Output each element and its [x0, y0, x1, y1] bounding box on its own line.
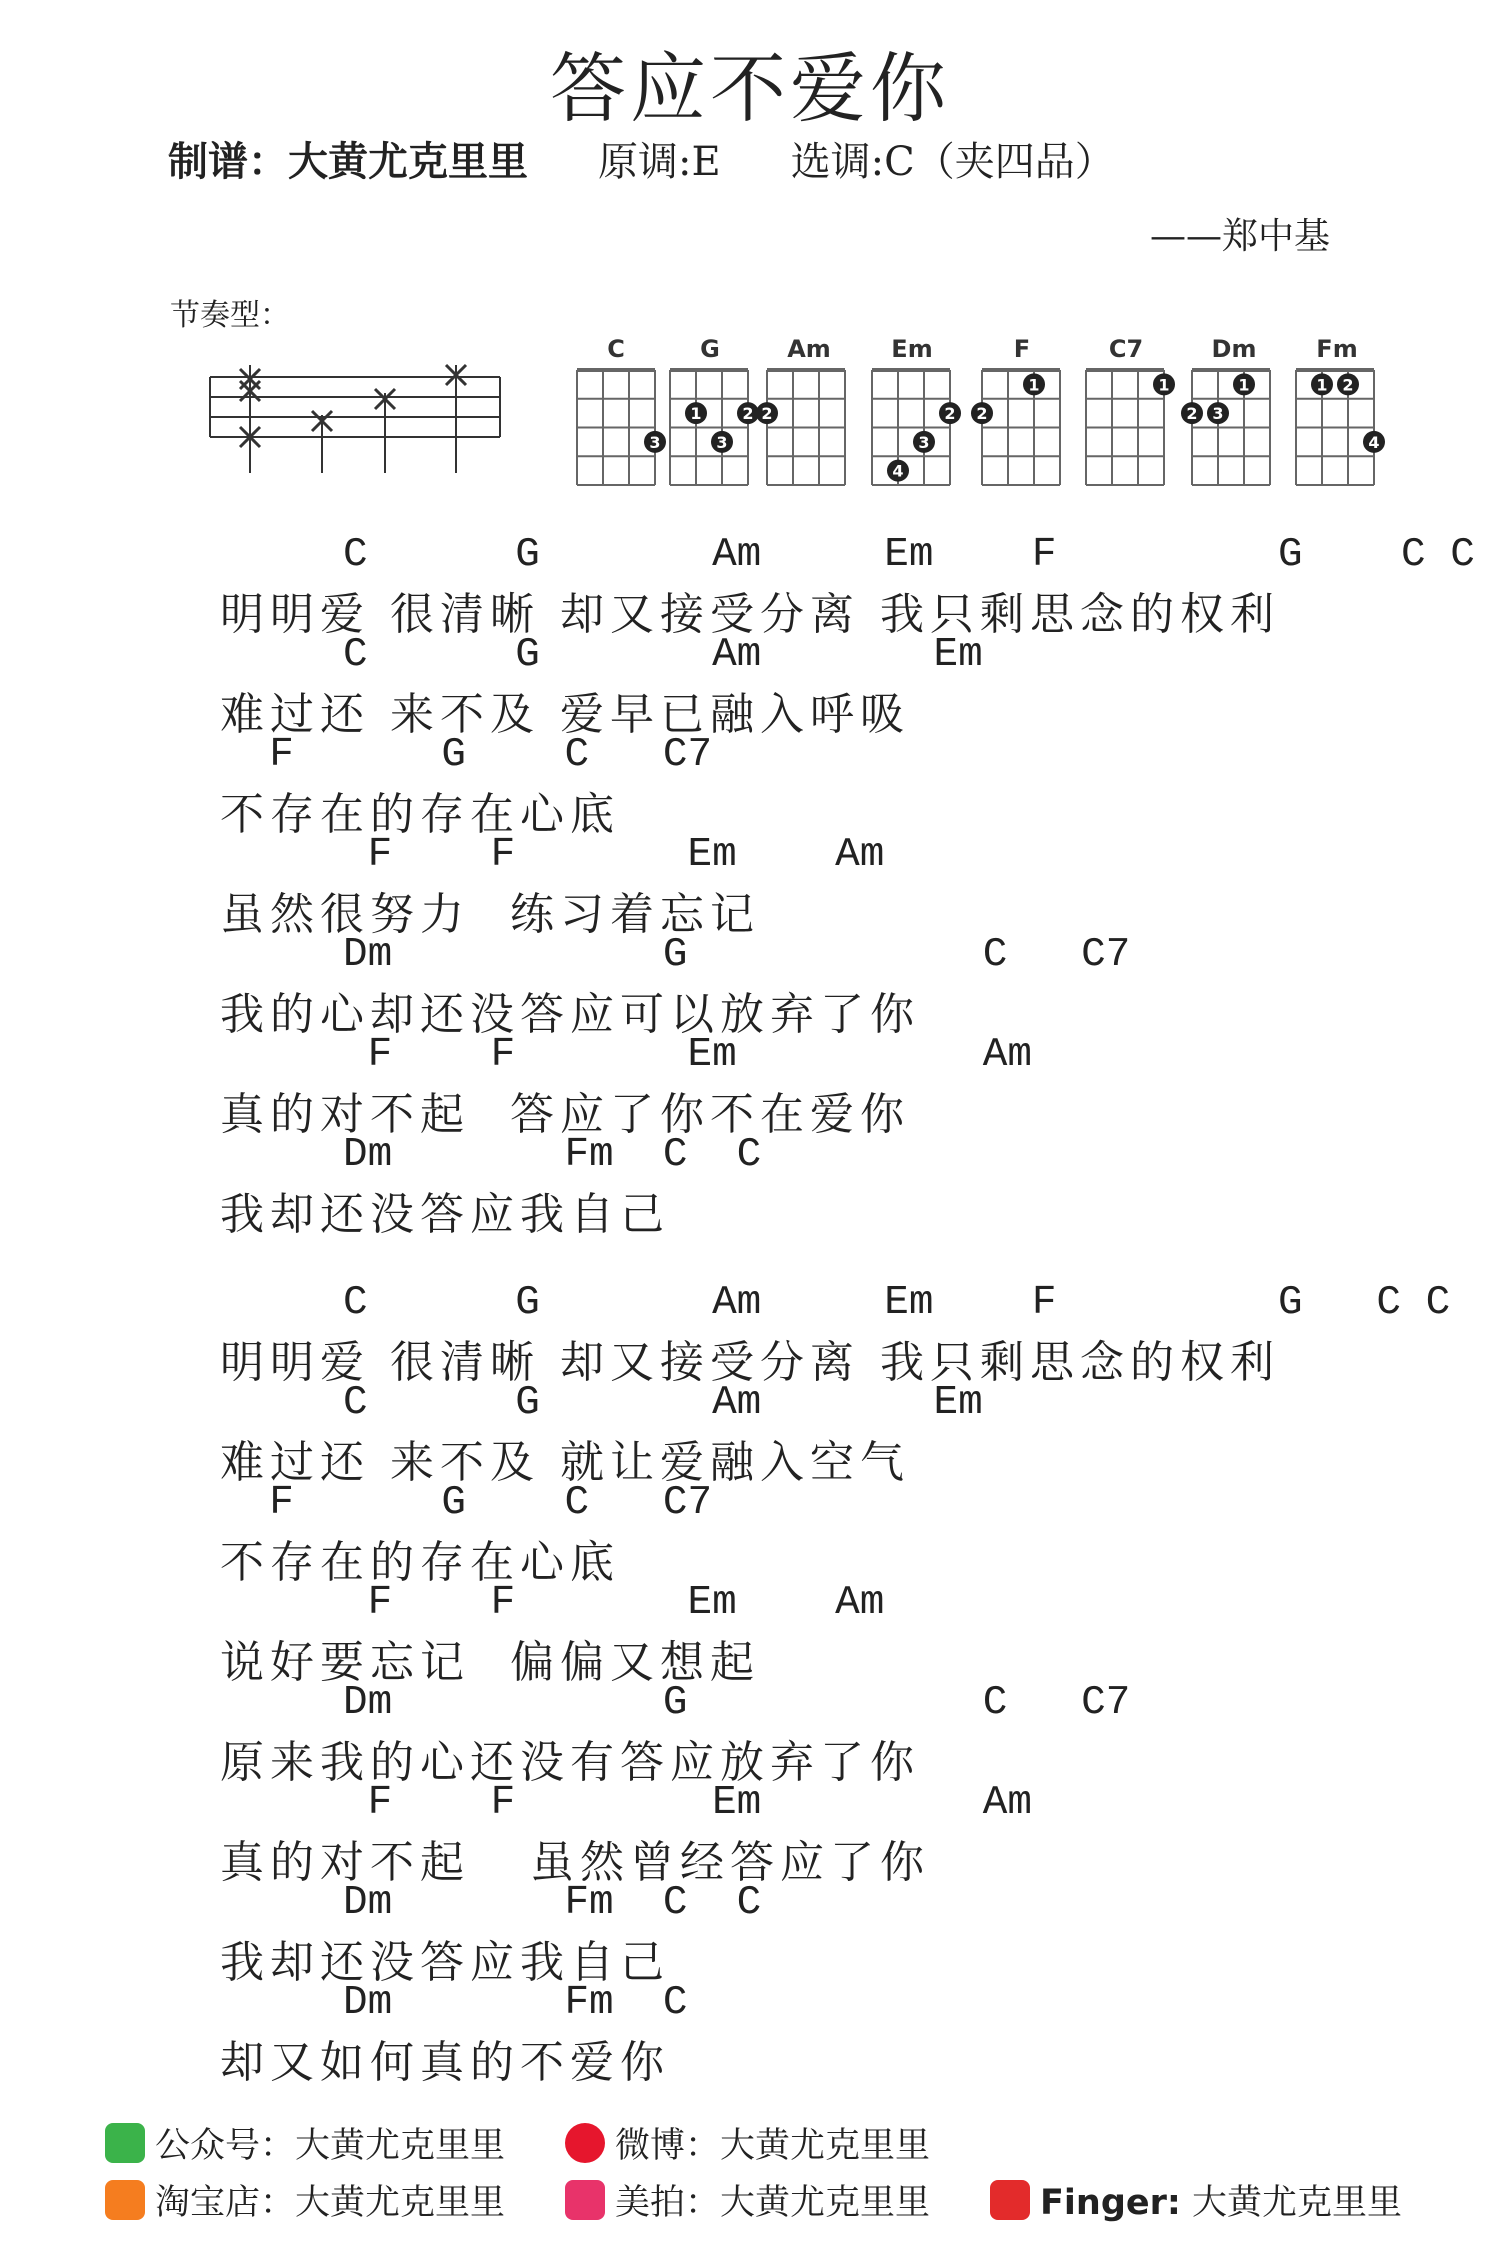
chord-line: C G Am Em F G C C [220, 1280, 1451, 1326]
chord-line: F F Em Am [220, 1032, 1032, 1078]
lyric-line: 我却还没答应我自己 [220, 1189, 670, 1240]
finger-number: 2 [1342, 375, 1354, 395]
chord-line: C G Am Em [220, 632, 983, 678]
lyric-line: 不存在的存在心底 [220, 789, 620, 840]
chord-line: Dm G C C7 [220, 932, 1131, 978]
finger-number: 1 [690, 404, 702, 424]
chord-line: F G C C7 [220, 1480, 713, 1526]
finger-number: 2 [761, 404, 773, 424]
lyric-line: 却又如何真的不爱你 [220, 2037, 670, 2088]
finger-number: 4 [1368, 432, 1380, 452]
footer-wechat: 公众号：大黄尤克里里 [105, 2118, 505, 2168]
strum-pattern-diagram [200, 355, 510, 475]
sheet-meta [168, 130, 1115, 187]
original-key: 原调:E [598, 139, 721, 185]
finger-number: 3 [918, 432, 930, 452]
chord-line: Dm Fm C C [220, 1880, 762, 1926]
chord-label: C [607, 335, 625, 363]
finger-number: 3 [716, 432, 728, 452]
chord-label: Am [787, 335, 831, 363]
finger-number: 3 [649, 432, 661, 452]
chord-line: F F Em Am [220, 1580, 885, 1626]
lyric-line: 说好要忘记 偏偏又想起 [220, 1637, 760, 1688]
chord-diagrams [572, 330, 1402, 490]
finger-number: 1 [1316, 375, 1328, 395]
meipai-icon [565, 2180, 605, 2220]
finger-number: 2 [944, 404, 956, 424]
finger-number: 1 [1238, 375, 1250, 395]
chord-line: F F Em Am [220, 1780, 1032, 1826]
chord-line: C G Am Em [220, 1380, 983, 1426]
finger-number: 1 [1028, 375, 1040, 395]
chord-line: Dm G C C7 [220, 1680, 1131, 1726]
finger-number: 2 [1186, 404, 1198, 424]
lyric-line: 明明爱 很清晰 却又接受分离 我只剩思念的权利 [220, 1337, 1280, 1388]
lyric-line: 难过还 来不及 就让爱融入空气 [220, 1437, 910, 1488]
footer-taobao: 淘宝店：大黄尤克里里 [105, 2175, 505, 2225]
lyric-line: 虽然很努力 练习着忘记 [220, 889, 760, 940]
chord-label: Em [891, 335, 933, 363]
taobao-icon [105, 2180, 145, 2220]
chord-label: G [700, 335, 720, 363]
song-title: 答应不爱你 [550, 44, 950, 133]
wechat-icon [105, 2123, 145, 2163]
chosen-key: 选调:C（夹四品） [790, 139, 1115, 185]
lyric-line: 真的对不起 答应了你不在爱你 [220, 1089, 910, 1140]
finger-number: 4 [892, 461, 904, 481]
finger-number: 1 [1158, 375, 1170, 395]
finger-number: 2 [742, 404, 754, 424]
lyric-line: 原来我的心还没有答应放弃了你 [220, 1737, 920, 1788]
finger-icon [990, 2180, 1030, 2220]
chord-line: C G Am Em F G C C [220, 532, 1475, 578]
arranger: 制谱：大黄尤克里里 [168, 139, 528, 185]
chord-line: Dm Fm C C [220, 1132, 762, 1178]
finger-number: 3 [1212, 404, 1224, 424]
chord-line: F G C C7 [220, 732, 713, 778]
weibo-icon [565, 2123, 605, 2163]
finger-number: 2 [976, 404, 988, 424]
lyric-line: 我却还没答应我自己 [220, 1937, 670, 1988]
chord-label: Dm [1211, 335, 1257, 363]
footer-finger: Finger: 大黄尤克里里 [990, 2175, 1402, 2225]
lyric-line: 真的对不起 虽然曾经答应了你 [220, 1837, 930, 1888]
chord-label: C7 [1108, 335, 1144, 363]
chord-line: F F Em Am [220, 832, 885, 878]
lyric-line: 不存在的存在心底 [220, 1537, 620, 1588]
chord-label: Fm [1316, 335, 1358, 363]
chord-line: Dm Fm C [220, 1980, 688, 2026]
lyric-line: 我的心却还没答应可以放弃了你 [220, 989, 920, 1040]
artist-credit: ——郑中基 [1149, 216, 1330, 257]
footer-weibo: 微博：大黄尤克里里 [565, 2118, 930, 2168]
chord-label: F [1013, 335, 1031, 363]
lyric-line: 难过还 来不及 爱早已融入呼吸 [220, 689, 910, 740]
rhythm-label: 节奏型： [170, 298, 290, 333]
lyric-line: 明明爱 很清晰 却又接受分离 我只剩思念的权利 [220, 589, 1280, 640]
footer-meipai: 美拍：大黄尤克里里 [565, 2175, 930, 2225]
